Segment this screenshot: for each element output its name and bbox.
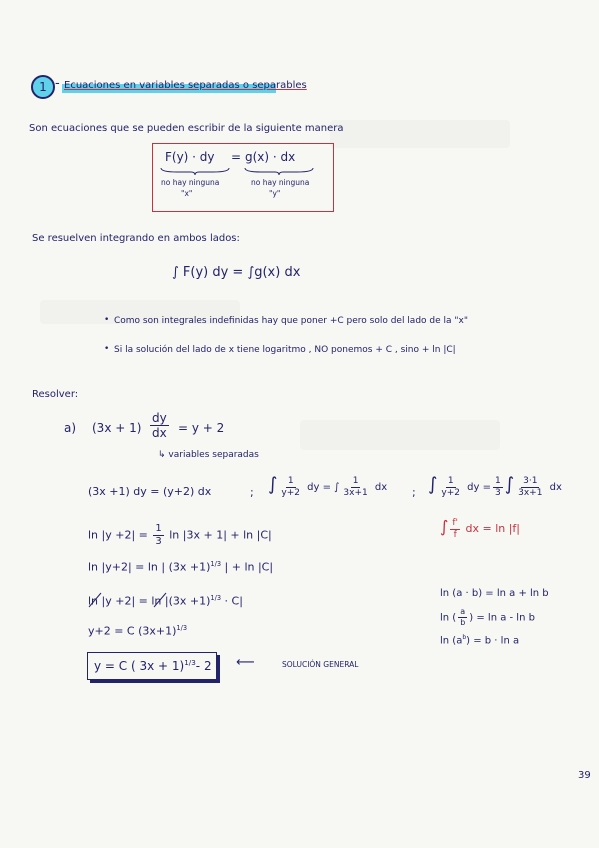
left-brace xyxy=(159,166,231,176)
rule-2 xyxy=(440,608,535,627)
bullet-1-dot: • xyxy=(104,315,110,325)
step-5-exp: 1/3 xyxy=(176,624,188,632)
int-b-den: y+2 xyxy=(441,487,460,498)
example-derivative xyxy=(148,412,171,439)
integral-equation: ∫ F(y) dy = ∫g(x) dx xyxy=(172,265,301,280)
section-number-badge xyxy=(31,75,55,99)
bullet-2: Si la solución del lado de x tiene logaritmo , NO ponemos + C , sino + ln |C| xyxy=(114,345,456,355)
solve-line: Se resuelven integrando en ambos lados: xyxy=(32,233,240,244)
bullet-2-dot: • xyxy=(104,344,110,354)
boxed-left: F(y) · dy xyxy=(165,150,215,164)
final-exp: 1/3 xyxy=(184,658,196,667)
integral-b xyxy=(428,474,562,498)
variables-note: ↳ variables separadas xyxy=(158,450,259,460)
rule-3-exp: b xyxy=(462,634,467,641)
rule-2-post: ) = ln a - ln b xyxy=(469,612,535,624)
boxed-right: g(x) · dx xyxy=(245,150,296,164)
int-b-num2: 3·1 xyxy=(523,475,538,486)
final-post: - 2 xyxy=(195,659,212,673)
final-arrow: ⟵ xyxy=(236,655,255,670)
step-2-pre: ln |y +2| = xyxy=(88,528,148,542)
right-brace xyxy=(243,166,315,176)
step-5 xyxy=(88,624,187,638)
resolver-label: Resolver: xyxy=(32,389,79,400)
example-rhs: = y + 2 xyxy=(178,421,225,435)
left-note-2: "x" xyxy=(181,189,193,198)
section-dash: - xyxy=(55,76,60,91)
step-2-num: 1 xyxy=(155,523,162,534)
section-title: Ecuaciones en variables separadas o separables xyxy=(64,80,307,91)
int-b-den2: 3x+1 xyxy=(518,487,543,498)
int-b-end: dx xyxy=(549,482,562,493)
int-a-den: y+2 xyxy=(281,487,300,498)
step-3-post: | + ln |C| xyxy=(224,560,274,574)
bleed-through-mark xyxy=(300,420,500,450)
rule-red-den: f xyxy=(453,529,457,540)
right-note-1: no hay ninguna xyxy=(251,178,310,187)
rule-3-main: ln (a xyxy=(440,635,463,647)
step-2-post: ln |3x + 1| + ln |C| xyxy=(169,528,272,542)
dx-text: dx xyxy=(152,426,167,440)
int-b-c-den: 3 xyxy=(495,487,501,498)
bleed-through-mark xyxy=(330,120,510,148)
rule-red-num: f' xyxy=(452,517,458,528)
step-2-den: 3 xyxy=(155,536,162,547)
boxed-form xyxy=(152,143,334,212)
integral-sign-b: ∫ xyxy=(428,474,438,495)
step-3-main: ln |y+2| = ln | (3x +1) xyxy=(88,560,211,574)
example-lhs: (3x + 1) xyxy=(92,421,142,435)
cancel-strike-right xyxy=(153,592,167,608)
int-b-mid: dy = xyxy=(467,482,491,493)
rule-1: ln (a · b) = ln a + ln b xyxy=(440,588,549,599)
integral-sign-b2: ∫ xyxy=(504,474,515,495)
final-solution xyxy=(94,658,212,673)
step-4-post: · C| xyxy=(224,594,243,608)
right-note-2: "y" xyxy=(269,189,281,198)
step-3 xyxy=(88,560,273,574)
final-solution-box xyxy=(87,652,217,680)
page-number: 39 xyxy=(578,770,591,781)
int-a-num2: 1 xyxy=(352,475,359,486)
step-2 xyxy=(88,524,272,547)
rule-red xyxy=(440,517,520,540)
final-label: SOLUCIÓN GENERAL xyxy=(282,660,359,669)
int-a-mid: dy = ∫ xyxy=(307,482,340,493)
rule-red-int: ∫ xyxy=(440,517,449,536)
step-1-semicolon-2: ; xyxy=(412,486,416,499)
step-1-semicolon: ; xyxy=(250,486,254,499)
int-a-den2: 3x+1 xyxy=(343,487,368,498)
step-1: (3x +1) dy = (y+2) dx xyxy=(88,485,212,498)
bullet-1: Como son integrales indefinidas hay que poner +C pero solo del lado de la "x" xyxy=(114,316,468,326)
rule-red-post: dx = ln |f| xyxy=(465,522,521,535)
int-b-num: 1 xyxy=(447,475,454,486)
step-4-main: ln |y +2| = ln |(3x +1) xyxy=(88,594,211,608)
section-number: 1 xyxy=(39,80,47,94)
rule-2-pre: ln ( xyxy=(440,612,457,624)
left-note-1: no hay ninguna xyxy=(161,178,220,187)
cancel-strike-left xyxy=(88,592,102,608)
rule-3-post: ) = b · ln a xyxy=(466,635,520,647)
step-4-exp: 1/3 xyxy=(210,594,222,602)
int-b-c-num: 1 xyxy=(495,475,501,486)
integral-sign-a: ∫ xyxy=(268,474,278,495)
int-a-num: 1 xyxy=(287,475,294,486)
step-3-exp: 1/3 xyxy=(210,560,222,568)
example-label: a) xyxy=(64,421,77,435)
rule-2-num: a xyxy=(460,607,466,616)
integral-a xyxy=(268,474,387,498)
intro-text: Son ecuaciones que se pueden escribir de la siguiente manera xyxy=(29,123,344,134)
int-a-end: dx xyxy=(374,482,388,493)
rule-2-den: b xyxy=(460,618,466,627)
step-5-main: y+2 = C (3x+1) xyxy=(88,624,177,638)
rule-3 xyxy=(440,634,519,646)
final-main: y = C ( 3x + 1) xyxy=(94,659,185,673)
dy-text: dy xyxy=(152,411,167,425)
boxed-equals: = xyxy=(231,150,242,164)
